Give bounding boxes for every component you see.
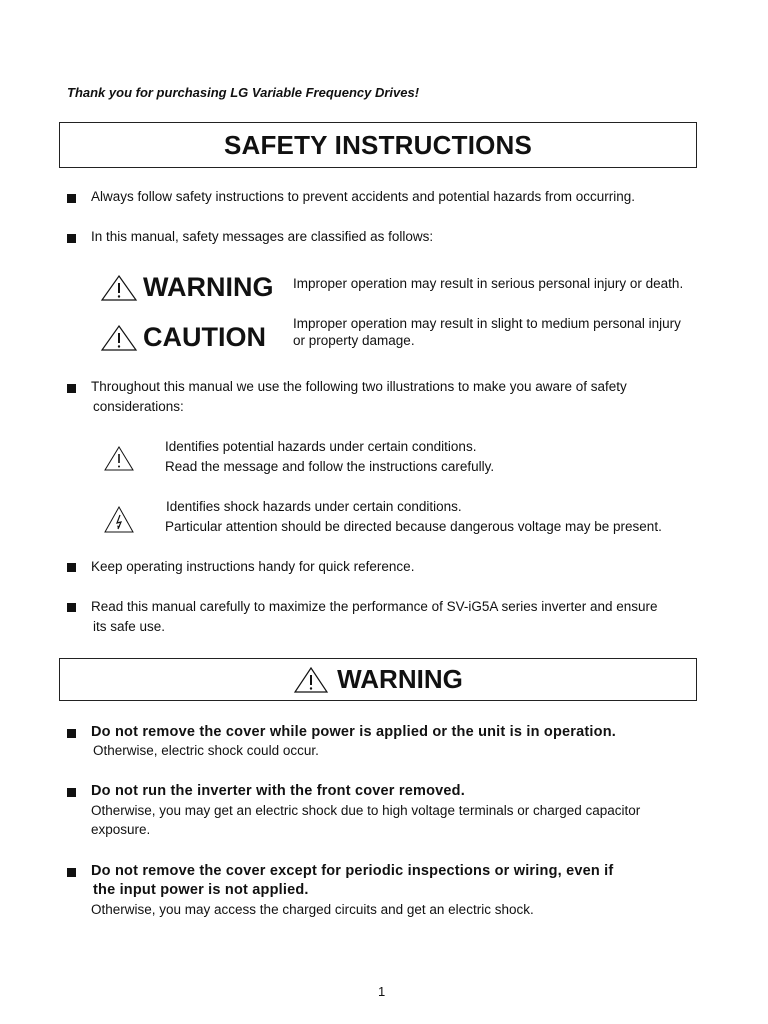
warning-heading-line-1: Do not remove the cover except for periodic inspections or wiring, even if (91, 863, 614, 879)
bullet-icon (67, 384, 76, 393)
warning-label: WARNING (143, 272, 274, 302)
warning-body: Otherwise, you may access the charged circuits and get an electric shock. (91, 902, 534, 917)
warning-body-line-1: Otherwise, you may get an electric shock due to high voltage terminals or charged capacitor (91, 803, 641, 818)
bullet-icon (67, 729, 76, 738)
bullet-text-line-2: considerations: (93, 399, 184, 414)
warning-triangle-icon (100, 274, 138, 302)
warning-heading: Do not remove the cover while power is applied or the unit is in operation. (91, 724, 616, 740)
title-box (59, 122, 697, 168)
warning-body: Otherwise, electric shock could occur. (93, 743, 319, 758)
page-title: SAFETY INSTRUCTIONS (223, 129, 533, 160)
caution-description-line-1: Improper operation may result in slight to medium personal injury (293, 316, 681, 331)
caution-description-line-2: or property damage. (293, 333, 415, 348)
illustration-general-line-1: Identifies potential hazards under certain conditions. (165, 439, 477, 454)
bullet-icon (67, 563, 76, 572)
bullet-text-line-2: its safe use. (93, 619, 166, 634)
intro-text: Thank you for purchasing LG Variable Frequency Drives! (67, 85, 420, 100)
warning-heading-line-2: the input power is not applied. (93, 882, 309, 898)
bullet-text-line-1: Read this manual carefully to maximize the performance of SV-iG5A series inverter and ensure (91, 599, 658, 614)
bullet-icon (67, 603, 76, 612)
caution-triangle-icon (100, 324, 138, 352)
caution-label: CAUTION (143, 322, 266, 352)
warning-triangle-icon (293, 666, 329, 694)
page-number: 1 (378, 984, 386, 999)
bullet-icon (67, 194, 76, 203)
warning-body-line-2: exposure. (91, 822, 151, 837)
bullet-icon (67, 234, 76, 243)
warning-box (59, 658, 697, 701)
warning-heading: Do not run the inverter with the front cover removed. (91, 783, 465, 799)
illustration-shock-line-1: Identifies shock hazards under certain conditions. (166, 499, 462, 514)
bullet-icon (67, 788, 76, 797)
bullet-text: Keep operating instructions handy for quick reference. (91, 559, 415, 574)
exclamation-triangle-icon (103, 445, 135, 472)
bullet-text-line-1: Throughout this manual we use the following two illustrations to make you aware of safety (91, 379, 627, 394)
bullet-text: Always follow safety instructions to prevent accidents and potential hazards from occurring. (91, 189, 636, 204)
illustration-general-line-2: Read the message and follow the instructions carefully. (165, 459, 495, 474)
bullet-icon (67, 868, 76, 877)
warning-box-title: WARNING (337, 664, 463, 694)
illustration-shock-line-2: Particular attention should be directed because dangerous voltage may be present. (165, 519, 662, 534)
lightning-triangle-icon (103, 505, 135, 534)
bullet-text: In this manual, safety messages are classified as follows: (91, 229, 434, 244)
warning-description: Improper operation may result in serious personal injury or death. (293, 276, 684, 291)
